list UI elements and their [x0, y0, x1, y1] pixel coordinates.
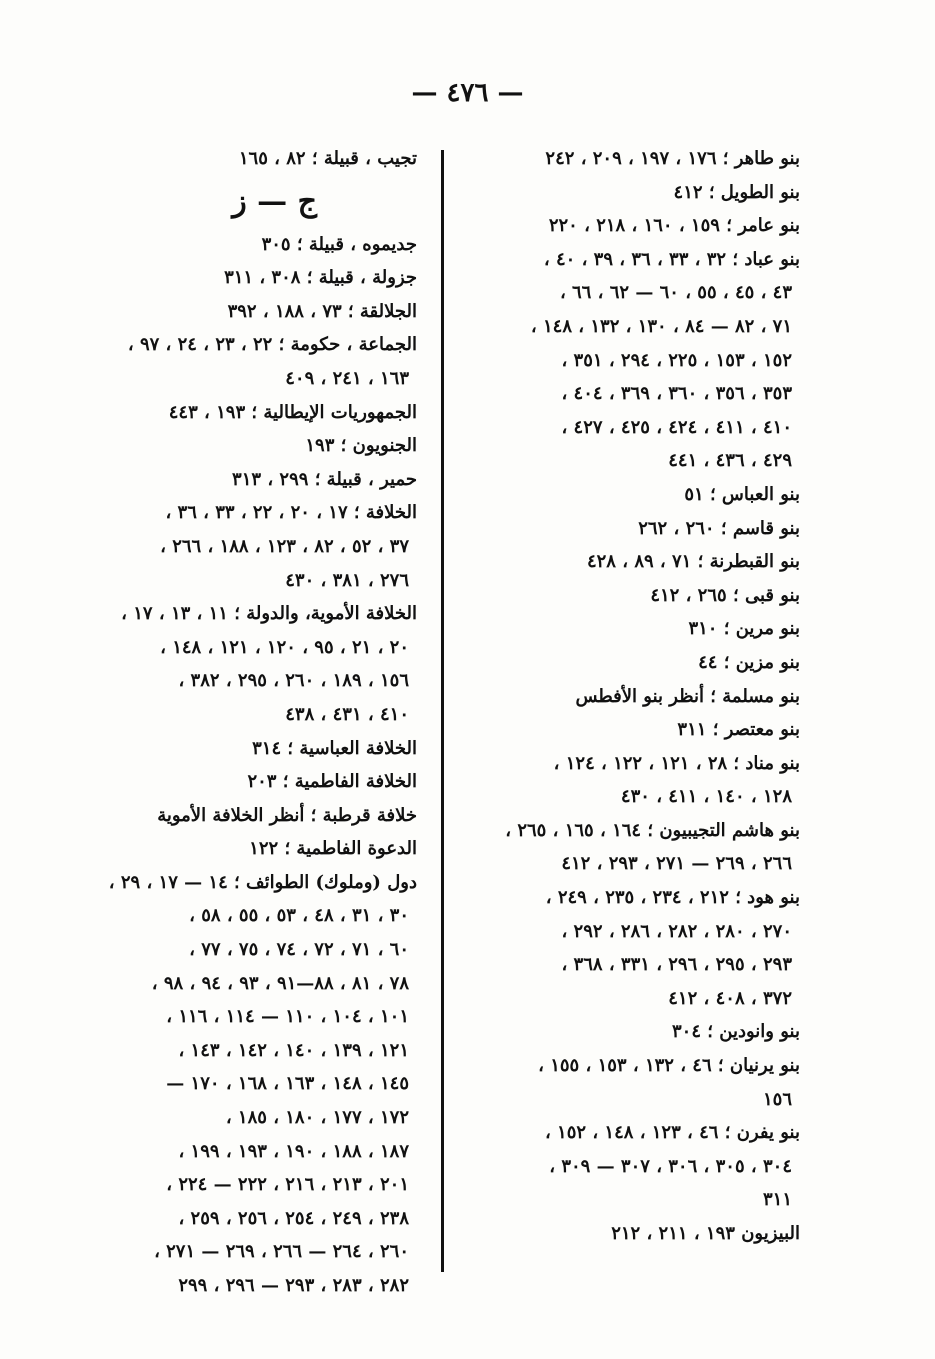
index-entry: بنو عباد ؛ ٣٢ ، ٣٣ ، ٣٦ ، ٣٩ ، ٤٠ ،	[543, 248, 800, 270]
index-entry: بنو طاهر ؛ ١٧٦ ، ١٩٧ ، ٢٠٩ ، ٢٤٢	[545, 148, 800, 169]
index-entry: بنو مسلمة ؛ أنظر بنو الأفطس	[575, 685, 800, 707]
index-entry: الخلافة ؛ ١٧ ، ٢٠ ، ٢٢ ، ٣٣ ، ٣٦ ،	[165, 502, 417, 524]
index-entry: الدعوة الفاطمية ؛ ١٢٢	[249, 838, 417, 860]
index-entry: جزولة ، قبيلة ؛ ٣٠٨ ، ٣١١	[224, 267, 417, 289]
page-number: — ٤٧٦ —	[411, 78, 524, 108]
index-entry-continuation: ٣٠٤ ، ٣٠٥ ، ٣٠٦ ، ٣٠٧ — ٣٠٩ ،	[549, 1155, 792, 1177]
index-entry: بنو القبطرنة ؛ ٧١ ، ٨٩ ، ٤٢٨	[586, 551, 800, 573]
index-entry-continuation: ٢٣٨ ، ٢٤٩ ، ٢٥٤ ، ٢٥٦ ، ٢٥٩ ،	[178, 1207, 409, 1229]
index-entry: بنو مزين ؛ ٤٤	[698, 651, 800, 673]
index-entry-continuation: ٤١٠ ، ٤١١ ، ٤٢٤ ، ٤٢٥ ، ٤٢٧ ،	[561, 416, 792, 438]
index-entry: الجمهوريات الإيطالية ؛ ١٩٣ ، ٤٤٣	[168, 401, 417, 423]
index-entry-continuation: ٤٢٩ ، ٤٣٦ ، ٤٤١	[668, 450, 792, 472]
index-entry: بنو مناد ؛ ٢٨ ، ١٢١ ، ١٢٢ ، ١٢٤ ،	[553, 752, 800, 774]
index-entry-continuation: ٢٨٢ ، ٢٨٣ ، ٢٩٣ — ٢٩٦ ، ٢٩٩	[178, 1275, 409, 1296]
index-column-right	[460, 142, 800, 1251]
index-entry: حمير ، قبيلة ؛ ٢٩٩ ، ٣١٣	[232, 468, 417, 490]
index-entry: بنو معتصر ؛ ٣١١	[677, 719, 800, 741]
index-entry-continuation: ١٥٢ ، ١٥٣ ، ٢٢٥ ، ٢٩٤ ، ٣٥١ ،	[561, 349, 792, 371]
index-entry: بنو هود ؛ ٢١٢ ، ٢٣٤ ، ٢٣٥ ، ٢٤٩ ،	[545, 887, 800, 909]
index-entry: بنو العباس ؛ ٥١	[684, 483, 800, 505]
index-entry: الجلالقة ؛ ٧٣ ، ١٨٨ ، ٣٩٢	[227, 300, 417, 322]
index-entry-continuation: ٣١١	[762, 1189, 792, 1211]
index-entry-continuation: ٢٦٦ ، ٢٦٩ — ٢٧١ ، ٢٩٣ ، ٤١٢	[561, 853, 792, 875]
index-entry: الجنويون ؛ ١٩٣	[305, 435, 417, 457]
index-entry-continuation: ٣٥٣ ، ٣٥٦ ، ٣٦٠ ، ٣٦٩ ، ٤٠٤ ،	[561, 383, 792, 405]
index-column-left	[77, 142, 417, 1303]
index-entry-continuation: ١٨٧ ، ١٨٨ ، ١٩٠ ، ١٩٣ ، ١٩٩ ،	[178, 1140, 409, 1162]
index-entry-continuation: ٤٣ ، ٤٥ ، ٥٥ ، ٦٠ — ٦٢ ، ٦٦ ،	[559, 282, 792, 304]
index-entry: الخلافة الأموية، والدولة ؛ ١١ ، ١٣ ، ١٧ ،	[121, 603, 417, 625]
index-entry: خلافة قرطبة ؛ أنظر الخلافة الأموية	[157, 804, 417, 826]
index-entry-continuation: ٢٠١ ، ٢١٣ ، ٢١٦ ، ٢٢٢ — ٢٢٤ ،	[166, 1174, 409, 1196]
index-entry: تجيب ، قبيلة ؛ ٨٢ ، ١٦٥	[238, 148, 417, 169]
index-entry: بنو يفرن ؛ ٤٦ ، ١٢٣ ، ١٤٨ ، ١٥٢ ،	[544, 1122, 800, 1144]
index-entry-continuation: ٢٧٦ ، ٣٨١ ، ٤٣٠	[285, 569, 409, 591]
index-entry: دول (وملوك) الطوائف ؛ ١٤ — ١٧ ، ٢٩ ،	[108, 871, 417, 893]
index-entry: الجماعة ، حكومة ؛ ٢٢ ، ٢٣ ، ٢٤ ، ٩٧ ،	[127, 334, 417, 356]
column-divider	[441, 150, 444, 1272]
index-entry-continuation: ٢٩٣ ، ٢٩٥ ، ٢٩٦ ، ٣٣١ ، ٣٦٨ ،	[561, 954, 792, 976]
index-entry-continuation: ٧١ ، ٨٢ — ٨٤ ، ١٣٠ ، ١٣٢ ، ١٤٨ ،	[530, 315, 792, 337]
index-entry: الخلافة الفاطمية ؛ ٢٠٣	[247, 771, 417, 793]
index-entry: بنو مرين ؛ ٣١٠	[688, 618, 800, 640]
index-entry-continuation: ٣٧٢ ، ٤٠٨ ، ٤١٢	[668, 987, 792, 1009]
index-entry: بنو وانودين ؛ ٣٠٤	[671, 1021, 800, 1043]
section-heading: ج — ز	[232, 183, 317, 219]
index-entry-continuation: ١٦٣ ، ٢٤١ ، ٤٠٩	[285, 367, 409, 389]
index-entry-continuation: ٣٠ ، ٣١ ، ٤٨ ، ٥٣ ، ٥٥ ، ٥٨ ،	[189, 905, 409, 927]
index-entry: بنو هاشم التجيبيون ؛ ١٦٤ ، ١٦٥ ، ٢٦٥ ،	[505, 819, 800, 841]
index-entry: بنو الطويل ؛ ٤١٢	[673, 181, 800, 203]
index-entry-continuation: ١٥٦ ، ١٨٩ ، ٢٦٠ ، ٢٩٥ ، ٣٨٢ ،	[178, 670, 409, 692]
index-entry-continuation: ١٧٢ ، ١٧٧ ، ١٨٠ ، ١٨٥ ،	[225, 1107, 409, 1129]
index-entry: الخلافة العباسية ؛ ٣١٤	[252, 737, 417, 759]
index-entry: بنو قبى ؛ ٢٦٥ ، ٤١٢	[650, 584, 800, 606]
index-entry-continuation: ١٢٨ ، ١٤٠ ، ٤١١ ، ٤٣٠	[620, 786, 792, 808]
index-entry-continuation: ١٥٦	[762, 1088, 792, 1110]
index-entry: البيزيون ١٩٣ ، ٢١١ ، ٢١٢	[611, 1223, 800, 1244]
index-entry-continuation: ٢٧٠ ، ٢٨٠ ، ٢٨٢ ، ٢٨٦ ، ٢٩٢ ،	[561, 920, 792, 942]
index-entry-continuation: ٣٧ ، ٥٢ ، ٨٢ ، ١٢٣ ، ١٨٨ ، ٢٦٦ ،	[160, 535, 409, 557]
index-entry: بنو يرنيان ؛ ٤٦ ، ١٣٢ ، ١٥٣ ، ١٥٥ ،	[538, 1055, 800, 1077]
index-entry-continuation: ٧٨ ، ٨١ ، ٨٨—٩١ ، ٩٣ ، ٩٤ ، ٩٨ ،	[151, 972, 409, 994]
index-entry-continuation: ٢٠ ، ٢١ ، ٩٥ ، ١٢٠ ، ١٢١ ، ١٤٨ ،	[160, 636, 409, 658]
index-entry-continuation: ٢٦٠ ، ٢٦٤ — ٢٦٦ ، ٢٦٩ — ٢٧١ ،	[154, 1241, 409, 1263]
index-entry-continuation: ١٢١ ، ١٣٩ ، ١٤٠ ، ١٤٢ ، ١٤٣ ،	[178, 1039, 409, 1061]
index-entry: بنو عامر ؛ ١٥٩ ، ١٦٠ ، ٢١٨ ، ٢٢٠	[548, 215, 800, 237]
index-entry: جديموه ، قبيلة ؛ ٣٠٥	[261, 233, 417, 255]
index-entry-continuation: ١٠١ ، ١٠٤ ، ١١٠ — ١١٤ ، ١١٦ ،	[166, 1006, 409, 1028]
index-entry-continuation: ٦٠ ، ٧١ ، ٧٢ ، ٧٤ ، ٧٥ ، ٧٧ ،	[189, 939, 409, 961]
index-entry: بنو قاسم ؛ ٢٦٠ ، ٢٦٢	[638, 517, 800, 539]
index-entry-continuation: ٤١٠ ، ٤٣١ ، ٤٣٨	[285, 703, 409, 725]
index-entry-continuation: ١٤٥ ، ١٤٨ ، ١٦٣ ، ١٦٨ ، ١٧٠ —	[166, 1073, 409, 1095]
